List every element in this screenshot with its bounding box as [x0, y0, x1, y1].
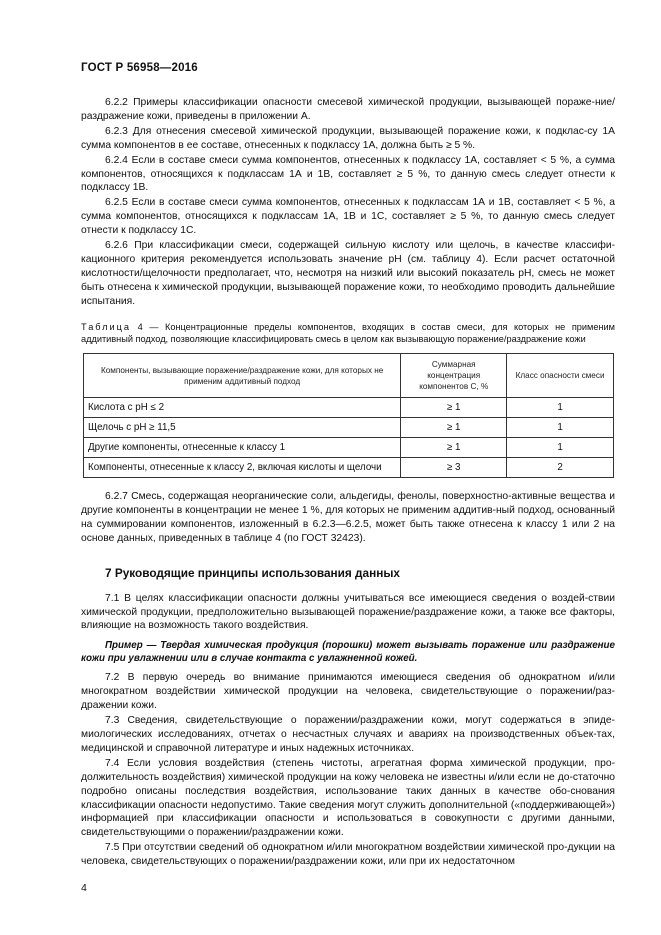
paragraph-7-4: 7.4 Если условия воздействия (степень чистоты, агрегатная форма химической продукции, про-должительность воздействия) химической продукции на кожу человека не известны и/или если не до-статочно подробно описаны последствия воздействия, использование таких данных в качестве обо-снования классификации опасности недопустимо. Такие сведения могут служить дополнительной («поддерживающей») информацией при классификации опасности и использоваться в совокупности с другими данными, свидетельствующими о поражении/раздражении кожи.: [81, 757, 615, 839]
table-cell-class: 2: [507, 458, 614, 478]
example-text: Пример — Твердая химическая продукция (порошки) может вызывать поражение или раздражение кожи при увлажнении или в случае контакта с увлажненной кожей.: [81, 640, 615, 665]
table-cell-concentration: ≥ 1: [401, 418, 507, 438]
paragraph-6-2-6: 6.2.6 При классификации смеси, содержащей сильную кислоту или щелочь, в качестве классифи-кационного критерия рекомендуется использовать значение рН (см. таблицу 4). Если расчет остаточной кислотности/щелочности предполагает, что, несмотря на низкий или высокий показатель рН, смесь не может быть отнесена к химической продукции, вызывающей поражение кожи, то необходимо проводить дальнейшие испытания.: [81, 240, 615, 307]
table-cell-concentration: ≥ 3: [401, 458, 507, 478]
table-cell-component: Щелочь с рН ≥ 11,5: [84, 418, 401, 438]
table-row: [84, 398, 614, 418]
table-cell-class: 1: [507, 398, 614, 418]
table-cell-component: Кислота с рН ≤ 2: [84, 398, 401, 418]
table-header-row: [84, 354, 614, 398]
table-row: [84, 458, 614, 478]
table-cell-class: 1: [507, 418, 614, 438]
page-body: [81, 96, 615, 869]
table-caption-label: Таблица: [81, 321, 132, 332]
paragraph-6-2-2: 6.2.2 Примеры классификации опасности смесевой химической продукции, вызывающей пораже-ние/раздражение кожи, приведены в приложении А.: [81, 97, 615, 122]
paragraph-6-2-3: 6.2.3 Для отнесения смесевой химической продукции, вызывающей поражение кожи, к подклас-су 1А сумма компонентов в ее составе, отнесенных к подклассу 1А, должна быть ≥ 5 %.: [81, 125, 615, 151]
paragraph-7-5: 7.5 При отсутствии сведений об однократном и/или многократном воздействии химической про-дукции на человека, свидетельствующих о поражении/раздражении кожи, или при их недостаточном: [81, 842, 615, 868]
paragraph-6-2-4: 6.2.4 Если в составе смеси сумма компонентов, отнесенных к подклассу 1А, составляет < 5 %, а сумма компонентов, относящихся к подклассам 1А и 1В, составляет ≥ 5 %, то данную смесь следует отнести к подклассу 1В.: [81, 154, 615, 194]
table-caption-text: 4 — Концентрационные пределы компонентов, входящих в состав смеси, для которых не применим аддитивный подход, позволяющие классифицировать смесь в целом как вызывающую поражение/раздражение кожи: [81, 321, 615, 344]
table-row: [84, 438, 614, 458]
table-row: [84, 418, 614, 438]
table-header-components: Компоненты, вызывающие поражение/раздражение кожи, для которых не применим аддитивный подход: [84, 354, 401, 398]
section-7-title: 7 Руководящие принципы использования данных: [105, 565, 400, 580]
paragraph-6-2-5: 6.2.5 Если в составе смеси сумма компонентов, отнесенных к подклассам 1А и 1В, составляет < 5 %, а сумма компонентов, относящихся к подклассам 1А, 1В и 1С, составляет ≥ 5 %, то данную смесь следует отнести к подклассу 1С.: [81, 197, 615, 237]
document-header-code: ГОСТ Р 56958—2016: [81, 62, 198, 74]
table-cell-concentration: ≥ 1: [401, 438, 507, 458]
table-cell-concentration: ≥ 1: [401, 398, 507, 418]
table-cell-class: 1: [507, 438, 614, 458]
paragraph-6-2-7: 6.2.7 Смесь, содержащая неорганические соли, альдегиды, фенолы, поверхностно-активные вещества и другие компоненты в концентрации не менее 1 %, для которых не применим аддитив-ный подход, основанный на суммировании компонентов, изложенный в 6.2.3—6.2.5, может быть также отнесена к классу 1 или 2 на основе данных, приведенных в таблице 4 (по ГОСТ 32423).: [81, 491, 615, 544]
table-cell-component: Компоненты, отнесенные к классу 2, включая кислоты и щелочи: [84, 458, 401, 478]
page-number: 4: [81, 882, 87, 894]
table-header-hazard-class: Класс опасности смеси: [507, 354, 614, 398]
table-4-caption: [81, 321, 615, 345]
table-cell-component: Другие компоненты, отнесенные к классу 1: [84, 438, 401, 458]
paragraph-7-3: 7.3 Сведения, свидетельствующие о поражении/раздражении кожи, могут содержаться в эпиде-миологических исследованиях, отчетах о несчастных случаях и авариях на производственных объек-тах, медицинской и справочной литературе и иных надежных источниках.: [81, 715, 615, 754]
paragraph-7-1: 7.1 В целях классификации опасности должны учитываться все имеющиеся сведения о воздей-ствии химической продукции, предположительно вызывающей поражение/раздражение кожи, а также все факторы, влияющие на возможность такого воздействия.: [81, 592, 615, 632]
table-4: [83, 353, 614, 478]
paragraph-7-2: 7.2 В первую очередь во внимание принимаются имеющиеся сведения об однократном и/или многократном воздействии химической продукции на человека, свидетельствующие о поражении/раз-дражении кожи.: [81, 672, 615, 712]
table-header-concentration: Суммарная концентрация компонентов С, %: [401, 354, 507, 398]
